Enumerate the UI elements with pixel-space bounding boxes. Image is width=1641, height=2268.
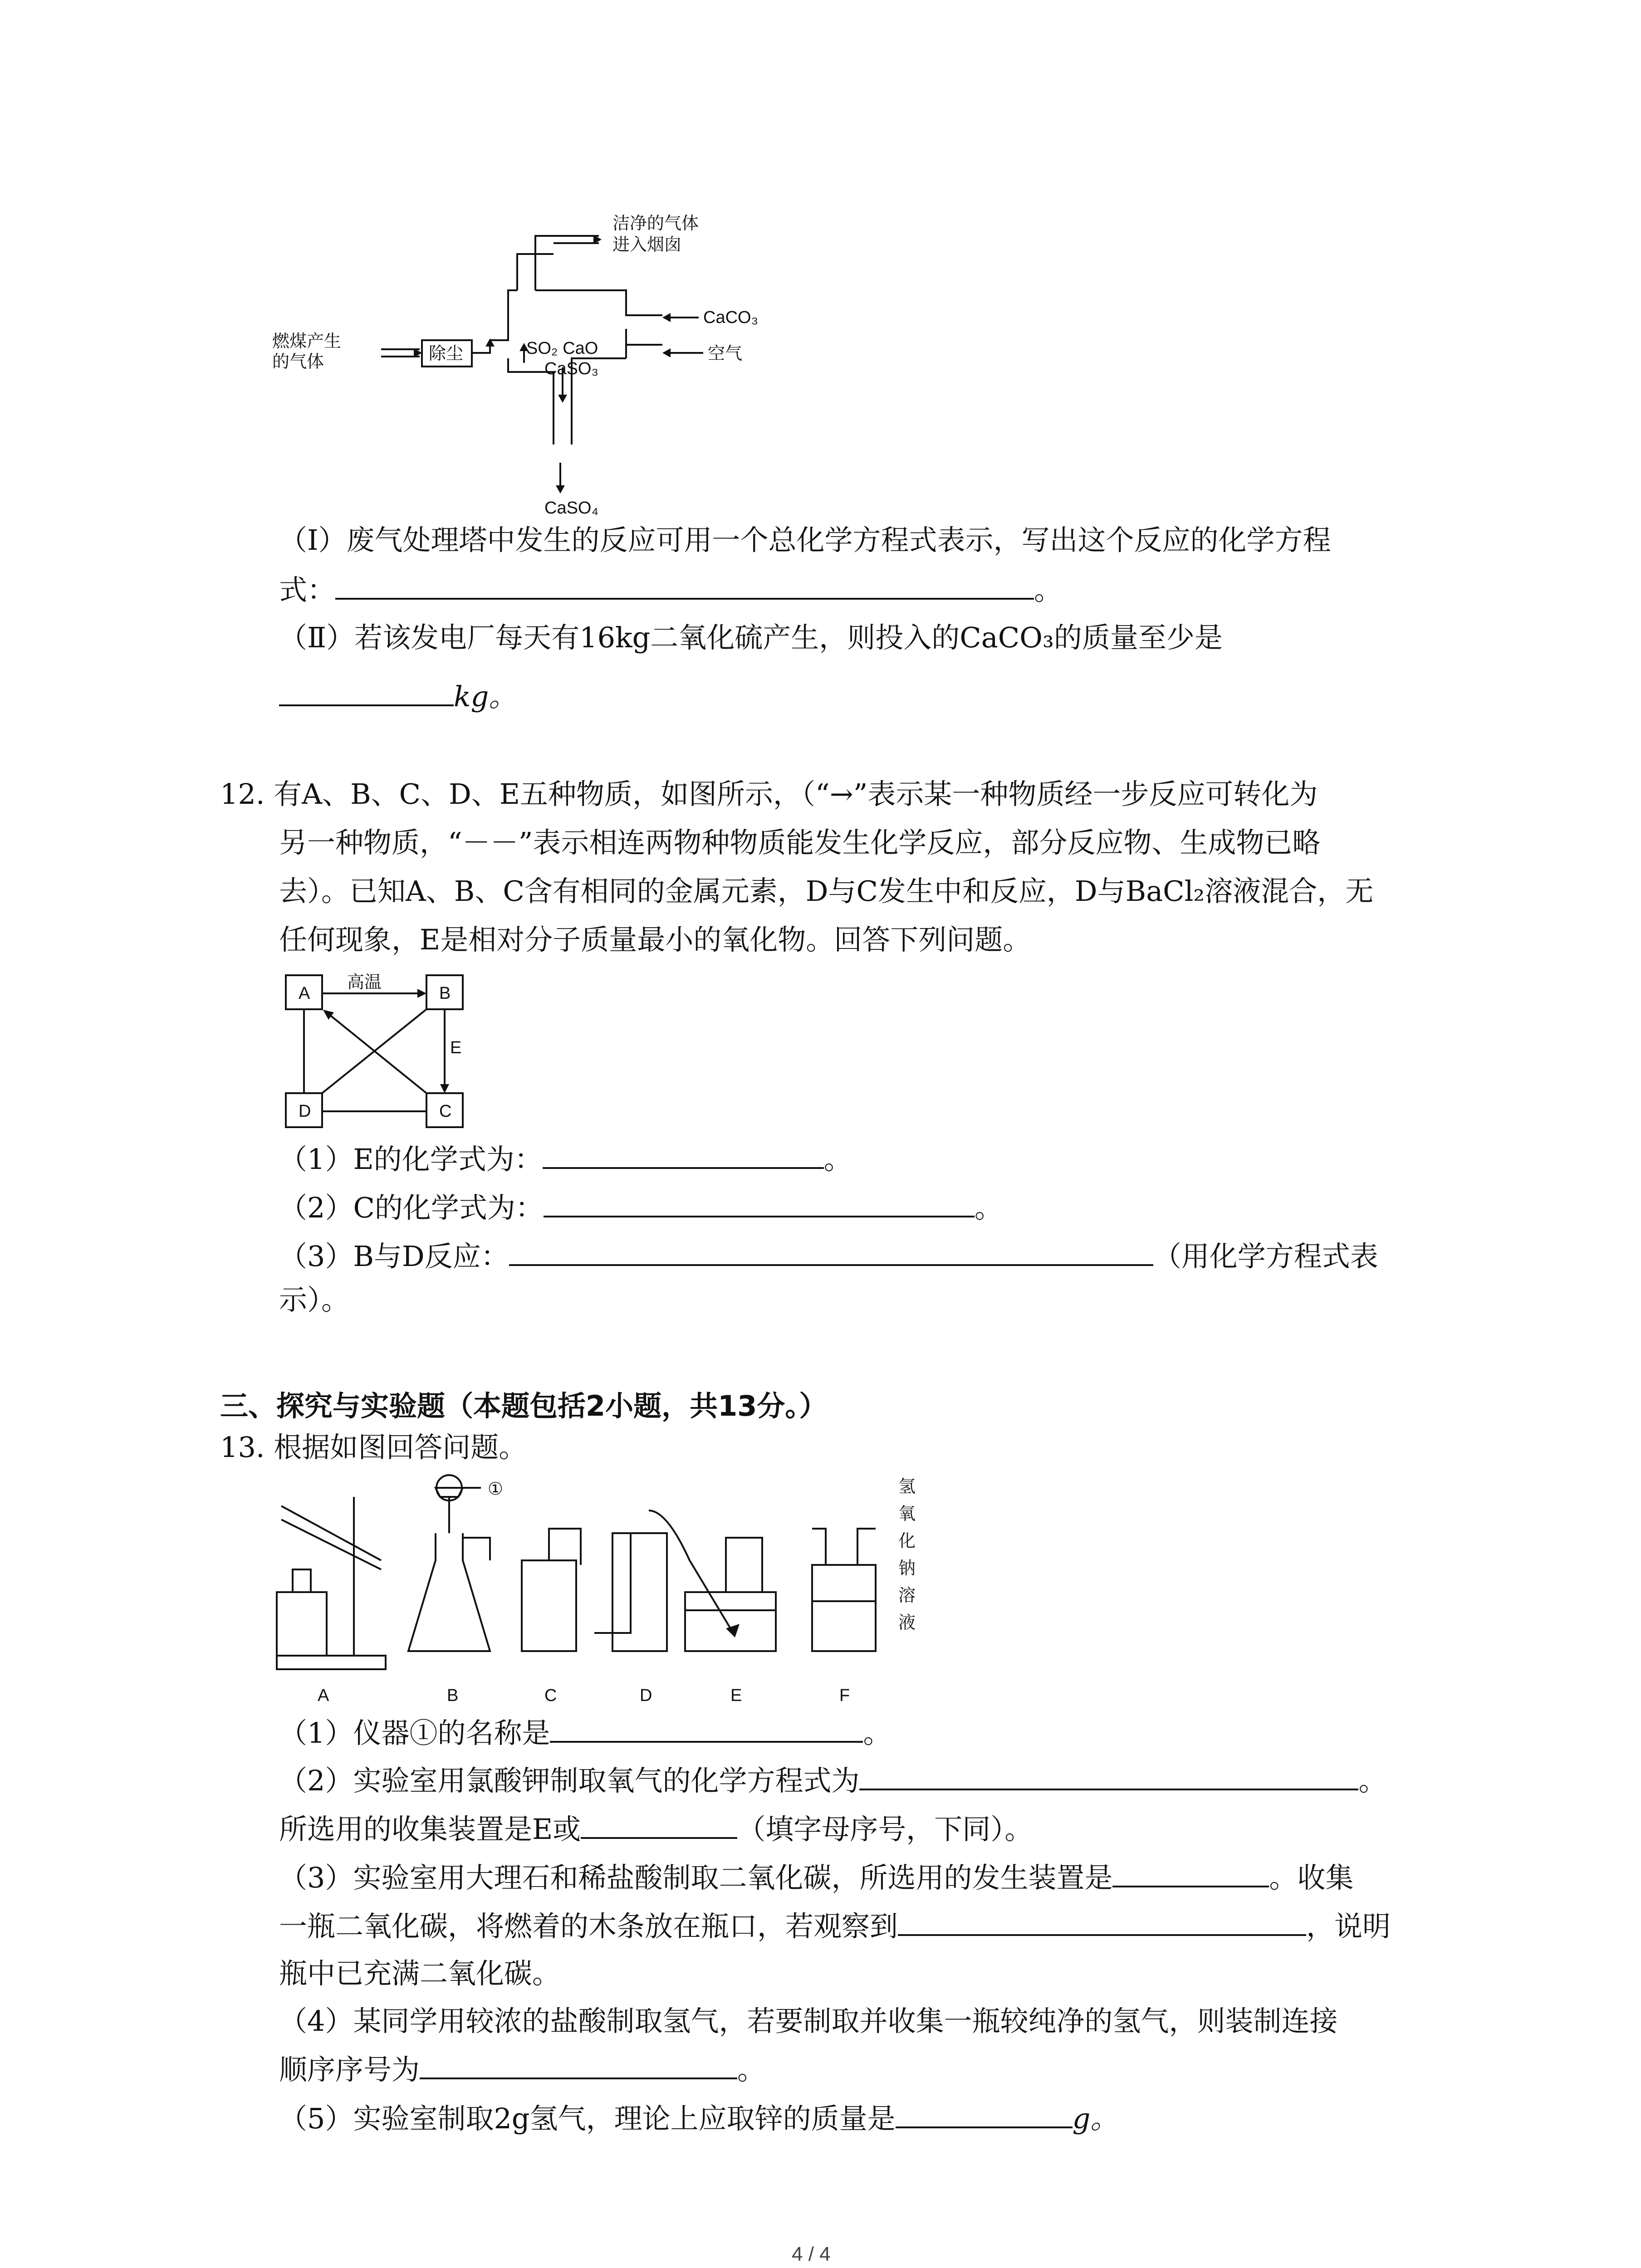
q13-sub2 [279, 1764, 1387, 1797]
q13-answer-blank-7[interactable] [896, 2126, 1073, 2128]
q13-sub2-suffix: 。 [1358, 1764, 1387, 1797]
q13-sub2-line2 [279, 1813, 1033, 1846]
caso4-label: CaSO₄ [544, 499, 598, 518]
q11-answer-blank-1[interactable] [335, 597, 1034, 600]
q12-relationship-diagram [281, 971, 481, 1134]
node-b-label: B [439, 984, 451, 1003]
q13-answer-blank-1[interactable] [550, 1740, 863, 1743]
naoh-char-3: 化 [898, 1531, 916, 1551]
q12-sub3-prefix: （3）B与D反应： [279, 1240, 509, 1273]
q13-sub3-line2-prefix: 一瓶二氧化碳，将燃着的木条放在瓶口，若观察到 [279, 1910, 898, 1943]
page-number: 4 / 4 [792, 2243, 831, 2265]
q12-sub2-suffix: 。 [974, 1191, 1003, 1224]
q13-sub5-suffix: g。 [1072, 2102, 1119, 2135]
apparatus-a-lamp [277, 1592, 327, 1656]
section3-heading: 三、探究与实验题（本题包括2小题，共13分。） [220, 1389, 828, 1422]
q12-line2: 另一种物质，“－－”表示相连两物种物质能发生化学反应，部分反应物、生成物已略 [279, 826, 1321, 859]
q11-part2-line2 [279, 680, 517, 713]
q13-apparatus-figure [268, 1476, 948, 1715]
q13-sub4-line1: （4）某同学用较浓的盐酸制取氢气，若要制取并收集一瓶较纯净的氢气，则装制连接 [279, 2004, 1338, 2038]
q13-answer-blank-6[interactable] [420, 2077, 737, 2079]
apparatus-b-label: B [447, 1686, 459, 1705]
q13-answer-blank-5[interactable] [898, 1934, 1306, 1936]
coal-gas-label-2: 的气体 [272, 352, 324, 371]
q12-sub3 [279, 1242, 1378, 1271]
apparatus-e-label: E [730, 1686, 742, 1705]
q11-part2-line1: （Ⅱ）若该发电厂每天有16kg二氧化硫产生，则投入的CaCO₃的质量至少是 [279, 621, 1223, 654]
naoh-char-1: 氢 [898, 1476, 916, 1496]
naoh-char-2: 氧 [898, 1504, 916, 1524]
q13-sub3-line2-suffix: ，说明 [1306, 1910, 1391, 1943]
q12-sub1-prefix: （1）E的化学式为： [279, 1143, 543, 1176]
q13-sub1 [279, 1716, 892, 1750]
apparatus-a-label: A [318, 1686, 329, 1705]
apparatus-e-jar [726, 1538, 762, 1592]
q13-sub4-line2-prefix: 顺序序号为 [279, 2053, 420, 2086]
q13-sub5 [279, 2102, 1119, 2135]
clean-gas-label-2: 进入烟囱 [612, 235, 682, 254]
so2-cao-label: SO₂ CaO [526, 339, 598, 358]
q13-sub3-line3: 瓶中已充满二氧化碳。 [279, 1957, 561, 1990]
q13-sub2-line2-prefix: 所选用的收集装置是E或 [279, 1813, 581, 1846]
q13-answer-blank-3[interactable] [581, 1837, 737, 1839]
q13-sub3 [279, 1861, 1354, 1894]
naoh-char-5: 溶 [898, 1585, 916, 1605]
q13-sub4-line2 [279, 2053, 766, 2086]
q11-part1-line1: （Ⅰ）废气处理塔中发生的反应可用一个总化学方程式表示，写出这个反应的化学方程 [279, 523, 1331, 557]
q13-sub3-suffix: 。收集 [1269, 1861, 1354, 1894]
q12-line1: 12. 有A、B、C、D、E五种物质，如图所示，（“→”表示某一种物质经一步反应可转化为 [220, 777, 1318, 811]
q12-sub2-prefix: （2）C的化学式为： [279, 1191, 544, 1224]
q12-sub3-suffix: （用化学方程式表 [1153, 1240, 1378, 1273]
q11-answer-blank-2[interactable] [279, 704, 454, 706]
q11-part1-line2 [279, 573, 1063, 606]
q12-sub3-line2: 示）。 [279, 1283, 350, 1316]
apparatus-f-label: F [839, 1686, 850, 1705]
q13-sub1-suffix: 。 [863, 1716, 892, 1750]
q13-sub2-prefix: （2）实验室用氯酸钾制取氧气的化学方程式为 [279, 1764, 860, 1797]
apparatus-f-bottle [812, 1565, 876, 1651]
q12-sub1-suffix: 。 [823, 1143, 852, 1176]
high-temp-label: 高温 [347, 972, 382, 992]
q11-part1-suffix: 。 [1034, 573, 1063, 606]
coal-gas-label-1: 燃煤产生 [272, 331, 342, 351]
node-a-label: A [299, 984, 310, 1003]
caco3-label: CaCO₃ [703, 308, 759, 327]
q11-part1-prefix: 式： [279, 573, 336, 606]
air-label: 空气 [708, 343, 743, 363]
q12-sub1 [279, 1143, 852, 1176]
apparatus-d-label: D [640, 1686, 652, 1705]
naoh-char-4: 钠 [898, 1558, 916, 1578]
q13-sub3-line2 [279, 1912, 1391, 1941]
q13-sub5-prefix: （5）实验室制取2g氢气，理论上应取锌的质量是 [279, 2102, 896, 2135]
clean-gas-label-1: 洁净的气体 [612, 213, 699, 233]
q13-sub3-prefix: （3）实验室用大理石和稀盐酸制取二氧化碳，所选用的发生装置是 [279, 1861, 1113, 1894]
apparatus-c-bottle [522, 1560, 576, 1651]
node-d-label: D [299, 1102, 311, 1121]
apparatus-a-base [277, 1656, 386, 1669]
caso3-label: CaSO₃ [544, 359, 598, 378]
naoh-char-6: 液 [898, 1613, 916, 1633]
q12-answer-blank-2[interactable] [544, 1215, 975, 1217]
dust-removal-label: 除尘 [429, 343, 464, 363]
q13-sub4-line2-suffix: 。 [737, 2053, 766, 2086]
q12-answer-blank-1[interactable] [543, 1167, 824, 1169]
q13-intro: 13. 根据如图回答问题。 [220, 1431, 527, 1464]
edge-e-label: E [450, 1038, 462, 1057]
q13-sub2-line2-suffix: （填字母序号，下同）。 [737, 1813, 1033, 1846]
q12-sub2 [279, 1191, 1003, 1224]
q12-answer-blank-3[interactable] [509, 1264, 1153, 1266]
q13-answer-blank-4[interactable] [1112, 1885, 1269, 1887]
mark-1-label: ① [488, 1479, 504, 1499]
q13-sub1-prefix: （1）仪器①的名称是 [279, 1716, 550, 1750]
q13-answer-blank-2[interactable] [859, 1788, 1358, 1790]
q12-line4: 任何现象，E是相对分子质量最小的氧化物。回答下列问题。 [279, 923, 1031, 956]
apparatus-c-label: C [544, 1686, 557, 1705]
q12-line3: 去）。已知A、B、C含有相同的金属元素，D与C发生中和反应，D与BaCl₂溶液混合，无 [279, 875, 1374, 908]
q11-part2-unit: kg。 [454, 680, 517, 713]
waste-gas-tower-diagram [254, 209, 798, 526]
apparatus-e-trough [685, 1592, 776, 1651]
node-c-label: C [439, 1102, 452, 1121]
